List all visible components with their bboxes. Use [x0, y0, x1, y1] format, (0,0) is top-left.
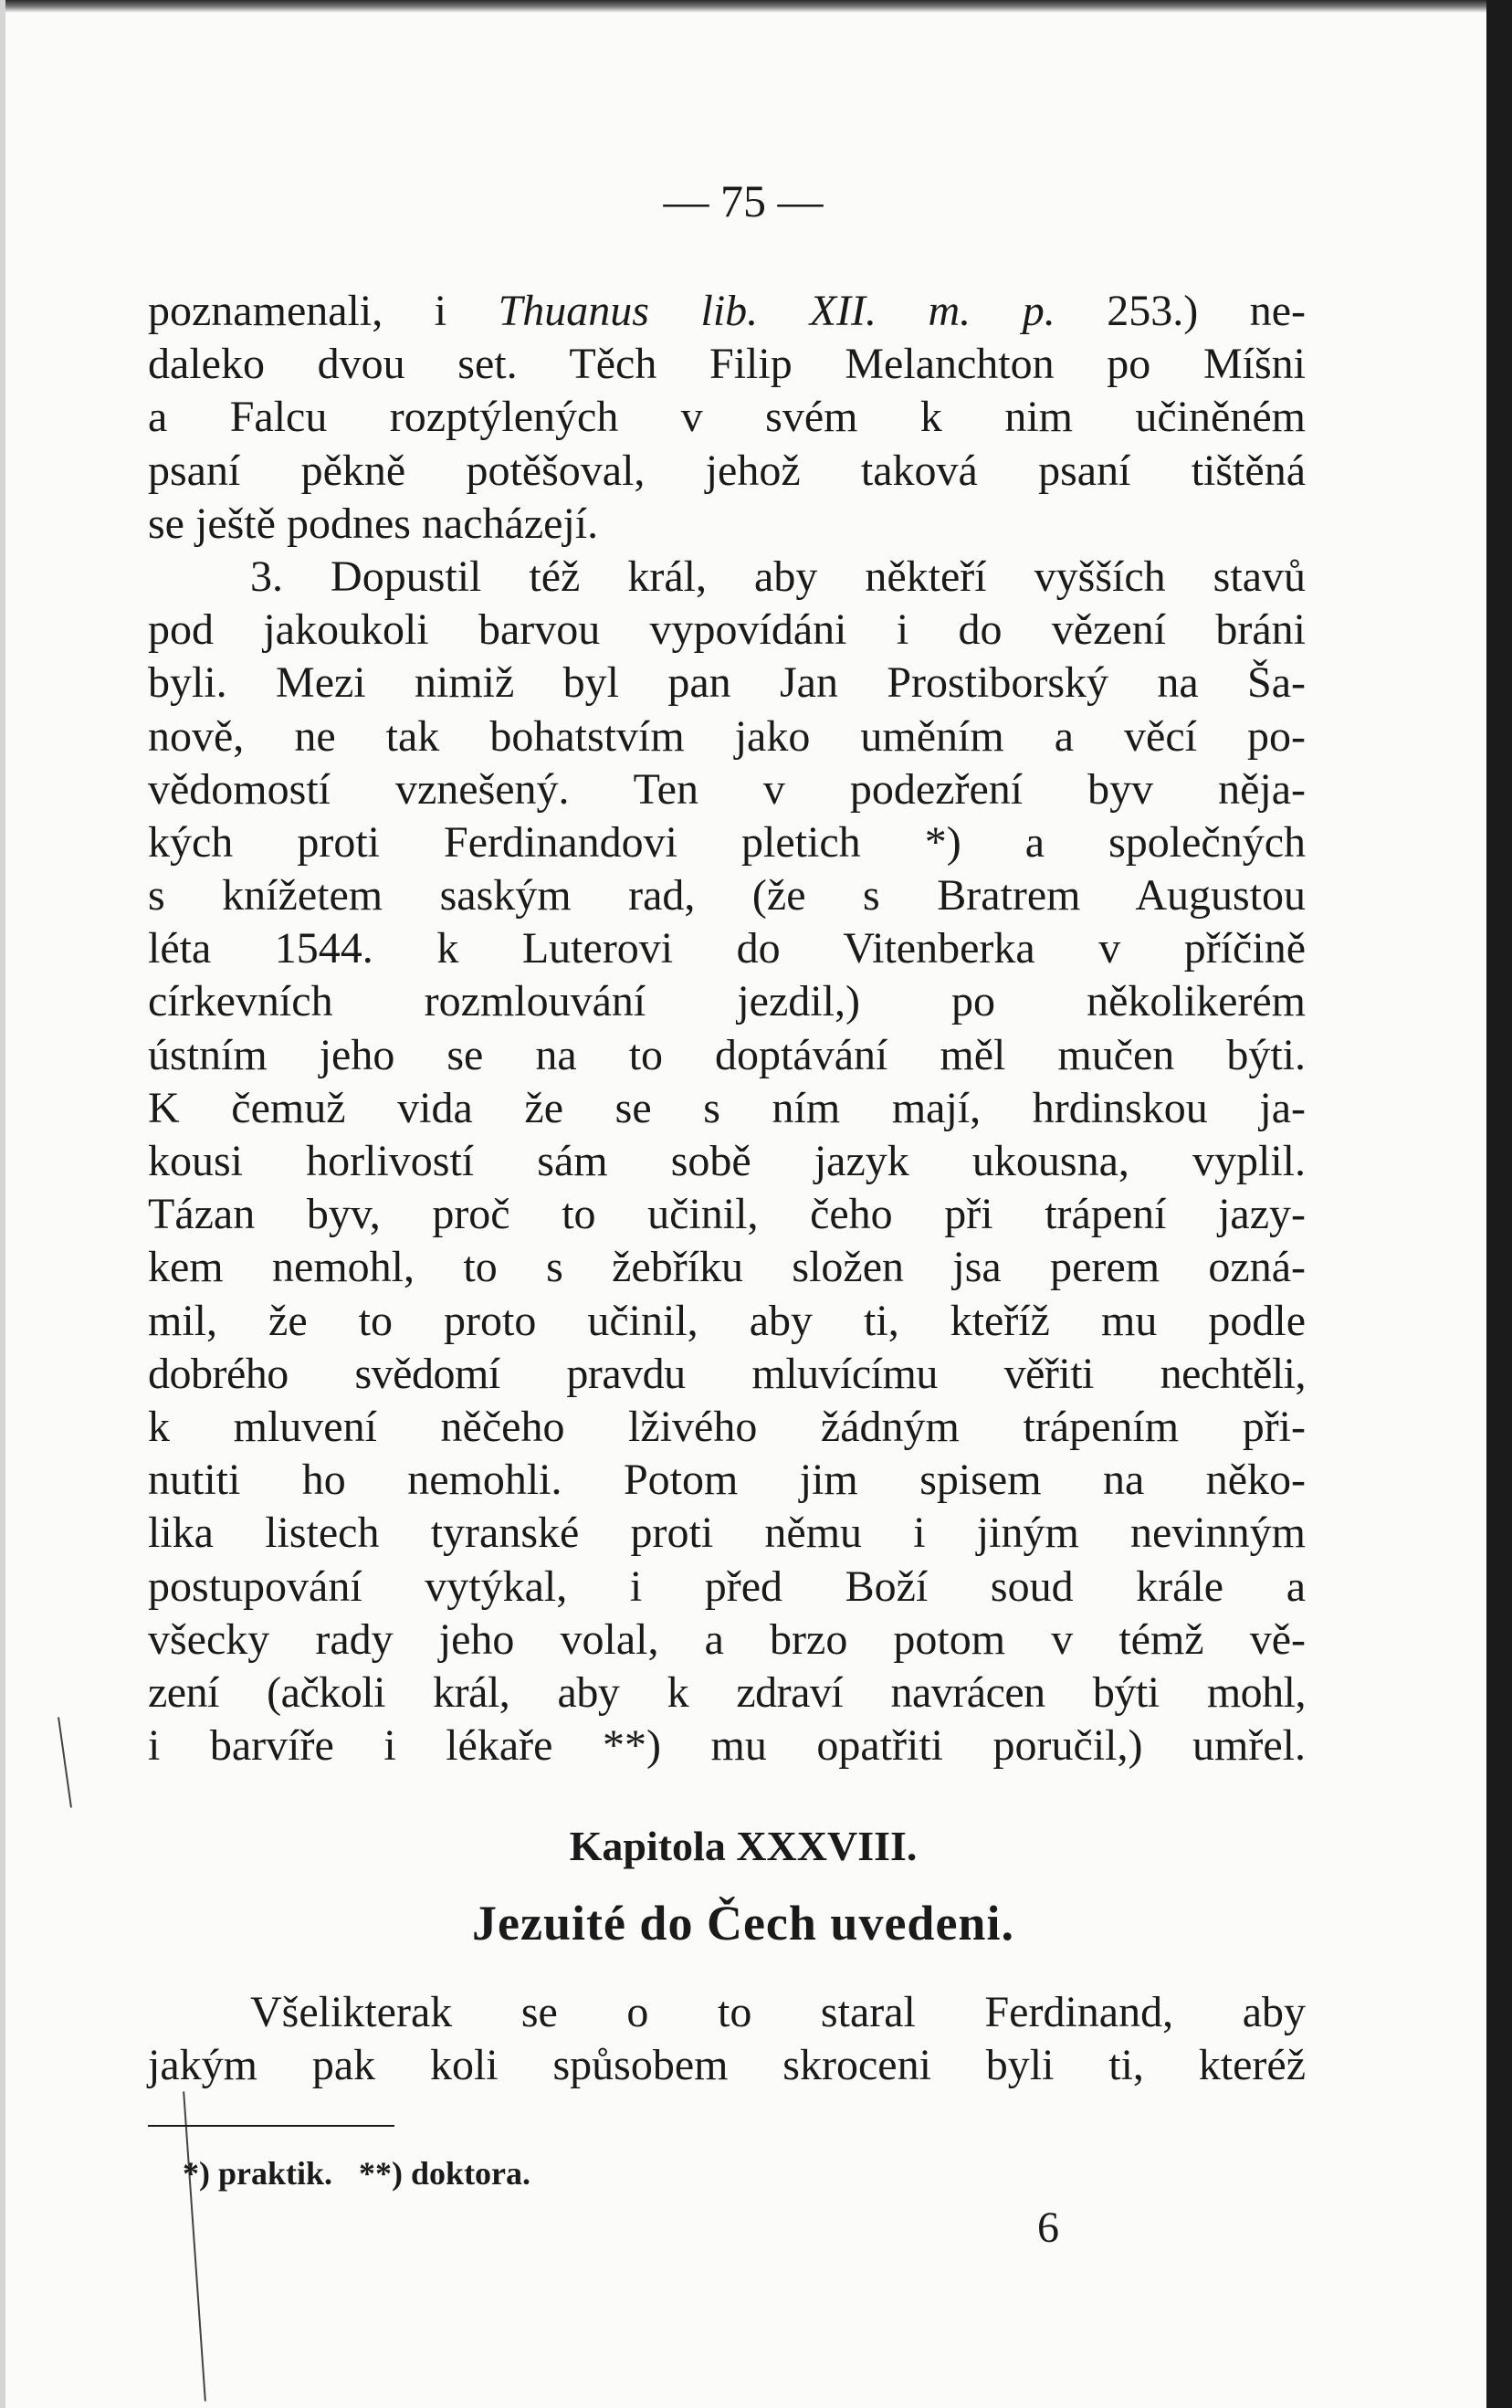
- text-line: vědomostí vznešený. Ten v podezření byv něja-: [148, 764, 1306, 814]
- page-number: — 75 —: [663, 175, 824, 226]
- citation: Thuanus lib. XII. m. p.: [498, 287, 1055, 335]
- text-line: i barvíře i lékaře **) mu opatřiti poručil,) umřel.: [148, 1721, 1306, 1771]
- chapter-label: Kapitola XXXVIII.: [569, 1823, 918, 1869]
- body-text: [148, 285, 1306, 1772]
- text-line: postupování vytýkal, i před Boží soud krále a: [148, 1562, 1306, 1611]
- scan-edge-top: [0, 0, 1497, 13]
- text-line: 3. Dopustil též král, aby někteří vyšších stavů: [250, 552, 1306, 601]
- signature-mark: 6: [1037, 2203, 1059, 2252]
- text-line: lika listech tyranské proti němu i jiným nevinným: [148, 1509, 1306, 1558]
- text-line: s knížetem saským rad, (že s Bratrem Augustou: [148, 871, 1306, 920]
- scan-edge-left: [0, 0, 5, 2408]
- text-line: církevních rozmlouvání jezdil,) po několikerém: [148, 977, 1306, 1026]
- text-line: zení (ačkoli král, aby k zdraví navrácen býti mohl,: [148, 1667, 1306, 1717]
- text-line: daleko dvou set. Těch Filip Melanchton po Míšni: [148, 340, 1306, 389]
- text-line: kých proti Ferdinandovi pletich *) a společných: [148, 817, 1306, 867]
- text-line: Všelikterak se o to staral Ferdinand, aby: [250, 1988, 1306, 2036]
- text-line: K čemuž vida že se s ním mají, hrdinskou ja-: [148, 1083, 1306, 1132]
- text-line: nutiti ho nemohli. Potom jim spisem na něko-: [148, 1456, 1306, 1505]
- text-line: jakým pak koli spůsobem skroceni byli ti, kteréž: [148, 2041, 1306, 2090]
- text-line: kem nemohl, to s žebříku složen jsa perem ozná-: [148, 1243, 1306, 1292]
- text-line: Tázan byv, proč to učinil, čeho při trápení jazy-: [148, 1190, 1306, 1239]
- text-line: a Falcu rozptýlených v svém k nim učiněném: [148, 393, 1306, 442]
- text-line: léta 1544. k Luterovi do Vitenberka v příčině: [148, 924, 1306, 973]
- text-line: se ještě podnes nacházejí.: [148, 499, 599, 548]
- text-line: poznamenali, i Thuanus lib. XII. m. p. 253.) ne-: [148, 287, 1306, 335]
- chapter-title: Jezuité do Čech uvedeni.: [472, 1896, 1014, 1951]
- text-line: kousi horlivostí sám sobě jazyk ukousna, vyplil.: [148, 1137, 1306, 1185]
- body-text-continued: [148, 1986, 1306, 2092]
- text-line: mil, že to proto učinil, aby ti, kteříž mu podle: [148, 1296, 1306, 1345]
- text-line: byli. Mezi nimiž byl pan Jan Prostiborský na Ša-: [148, 658, 1306, 708]
- text-line: psaní pěkně potěšoval, jehož taková psaní tištěná: [148, 446, 1306, 495]
- text-line: všecky rady jeho volal, a brzo potom v témž vě-: [148, 1614, 1306, 1664]
- text-line: pod jakoukoli barvou vypovídáni i do vězení bráni: [148, 605, 1306, 655]
- footnote-rule: [148, 2125, 394, 2127]
- text-line: nově, ne tak bohatstvím jako uměním a věcí po-: [148, 711, 1306, 761]
- footnotes: [183, 2146, 530, 2201]
- footnote-1: *) praktik.: [183, 2155, 333, 2192]
- text-line: k mluvení něčeho lživého žádným trápením při-: [148, 1402, 1306, 1451]
- scan-edge-right: [1486, 0, 1512, 2408]
- text-line: dobrého svědomí pravdu mluvícímu věřiti nechtěli,: [148, 1349, 1306, 1398]
- footnote-2: **) doktora.: [359, 2155, 531, 2192]
- text-line: ústním jeho se na to doptávání měl mučen býti.: [148, 1030, 1306, 1079]
